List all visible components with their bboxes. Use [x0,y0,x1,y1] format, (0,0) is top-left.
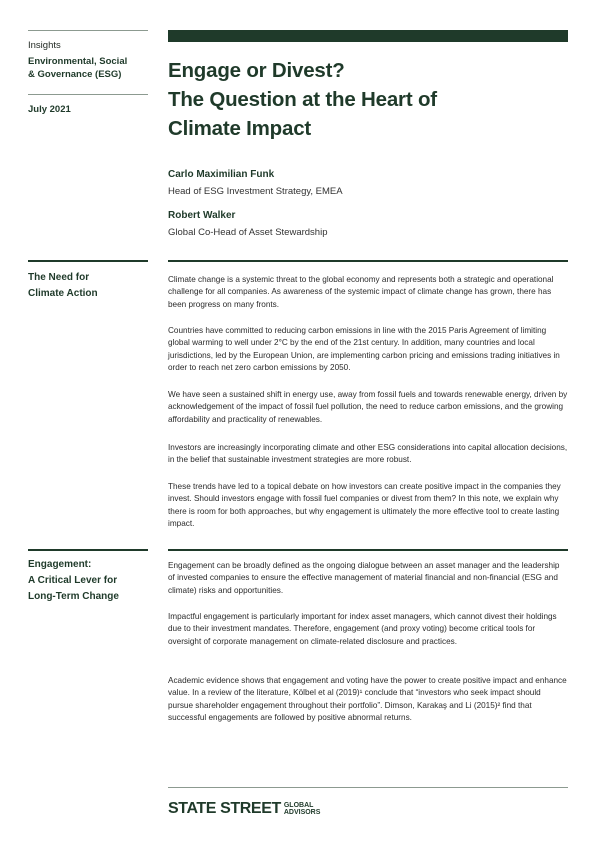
logo-subtext-line: GLOBAL [283,801,314,809]
section-heading-line: Engagement: [28,559,92,570]
meta-topic-line1: Environmental, Social [28,56,128,67]
section-heading-line: A Critical Lever for [28,575,118,586]
logo-subtext [284,802,321,817]
header-bar [168,30,568,42]
section-heading-line: Climate Action [28,288,98,299]
body-paragraph: Investors are increasingly incorporating climate and other ESG considerations into capital allocation decisions, in the belief that sustainable investment strategies are more robust. [168,443,568,465]
section-rule [28,260,148,262]
title-line1: Engage or Divest? [168,59,345,82]
body-paragraph: Engagement can be broadly defined as the ongoing dialogue between an asset manager and the leadership of invested companies to ensure the effective management of material financial and non-financial (ESG and climate) risks and opportunities. [168,561,560,595]
logo-wordmark: STATE STREET [168,800,281,817]
meta-date: July 2021 [28,104,71,115]
body-paragraph: Climate change is a systemic threat to the global economy and represents both a strategic and operational challenge for all companies. As awareness of the systemic impact of climate change has grown, there has been progress on many fronts. [168,275,554,309]
body-paragraph: Countries have committed to reducing carbon emissions in line with the 2015 Paris Agreement of limiting global warming to well under 2°C by the end of the 21st century. In addition, many countries and local jurisdictions, led by the European Union, are implementing carbon pricing and emissions trading initiatives in order to reach net zero carbon emissions by 2050. [168,326,560,373]
section-rule [168,260,568,262]
author-name: Carlo Maximilian Funk [168,169,275,180]
section-heading [28,557,153,605]
page-title [168,56,568,143]
body-paragraph: We have seen a sustained shift in energy use, away from fossil fuels and towards renewable energy, driven by acknowledgement of the impact of fossil fuel pollution, the need to reduce carbon emissions, and the growing affordability and practicality of renewables. [168,390,568,424]
section-rule [28,549,148,551]
meta-topic-line2: & Governance (ESG) [28,69,122,80]
title-line3: Climate Impact [168,117,312,140]
author-name: Robert Walker [168,210,236,221]
body-paragraph: Impactful engagement is particularly important for index asset managers, which cannot divest their holdings due to their investment mandates. Therefore, engagement (and proxy voting) become critical tools for oversight of corporate management on climate-related disclosure and practices. [168,612,557,646]
meta-category: Insights [28,40,61,51]
footer-rule [168,787,568,788]
section-heading-line: Long-Term Change [28,591,119,602]
body-paragraph: These trends have led to a topical debate on how investors can create positive impact in the companies they invest. Should investors engage with fossil fuel companies or divest from them? In this note, we explain why there is room for both approaches, but why engagement is ultimately the more effective tool to create lasting impact. [168,482,561,529]
section-heading [28,270,153,302]
title-line2: The Question at the Heart of [168,88,437,111]
author-role: Head of ESG Investment Strategy, EMEA [168,186,343,197]
author-role: Global Co-Head of Asset Stewardship [168,227,328,238]
logo-subtext-line: ADVISORS [283,809,321,816]
section-heading-line: The Need for [28,272,90,283]
state-street-logo [168,799,320,819]
body-paragraph: Academic evidence shows that engagement and voting have the power to create positive impact and enhance value. In a review of the literature, Kölbel et al (2019)¹ conclude that “investors who seek impact should pursue shareholder engagement throughout their portfolio”. Dimson, Karakaş and Li (2015)² find that successful engagements are followed by positive abnormal returns. [168,676,567,723]
meta-top-rule [28,30,148,31]
meta-date-rule [28,94,148,95]
section-rule [168,549,568,551]
